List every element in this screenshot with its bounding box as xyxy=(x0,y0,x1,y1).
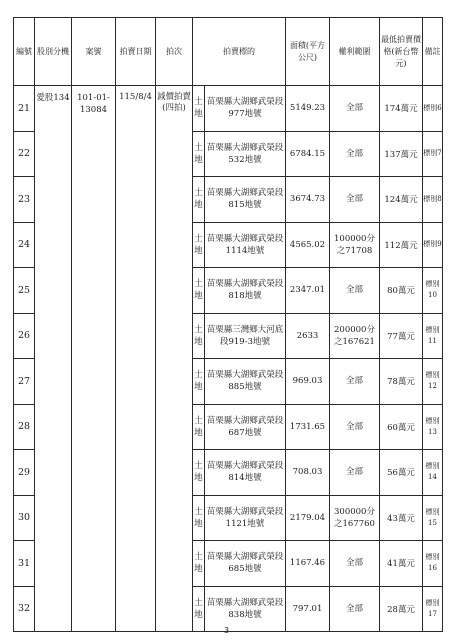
header-no: 編號 xyxy=(14,18,35,86)
row-number: 24 xyxy=(14,222,35,268)
header-object: 拍賣標的 xyxy=(193,18,286,86)
note-lot: 標別12 xyxy=(423,359,443,405)
auction-table xyxy=(13,17,443,632)
land-type-label: 土地 xyxy=(193,222,205,268)
auction-round: 減價拍賣(四拍) xyxy=(156,86,193,632)
area-value: 5149.23 xyxy=(286,86,330,132)
case-number: 101-01-13084 xyxy=(72,86,116,632)
minimum-price: 174萬元 xyxy=(380,86,423,132)
area-value: 2633 xyxy=(286,313,330,359)
note-lot: 標別9 xyxy=(423,222,443,268)
row-number: 25 xyxy=(14,268,35,314)
row-number: 21 xyxy=(14,86,35,132)
minimum-price: 43萬元 xyxy=(380,495,423,541)
header-case-no: 案號 xyxy=(72,18,116,86)
auction-object: 苗栗縣三灣鄉大河底段919-3地號 xyxy=(205,313,286,359)
land-type-label: 土地 xyxy=(193,177,205,223)
rights-scope: 全部 xyxy=(330,586,380,632)
table-row xyxy=(14,86,443,132)
rights-scope: 300000分之167760 xyxy=(330,495,380,541)
minimum-price: 137萬元 xyxy=(380,131,423,177)
rights-scope: 全部 xyxy=(330,359,380,405)
row-number: 22 xyxy=(14,131,35,177)
note-lot: 標別10 xyxy=(423,268,443,314)
minimum-price: 78萬元 xyxy=(380,359,423,405)
row-number: 27 xyxy=(14,359,35,405)
row-number: 32 xyxy=(14,586,35,632)
auction-object: 苗栗縣大湖鄉武榮段1121地號 xyxy=(205,495,286,541)
rights-scope: 全部 xyxy=(330,268,380,314)
rights-scope: 全部 xyxy=(330,86,380,132)
header-note: 備註 xyxy=(423,18,443,86)
row-number: 28 xyxy=(14,404,35,450)
header-row xyxy=(14,18,443,86)
auction-object: 苗栗縣大湖鄉武榮段685地號 xyxy=(205,541,286,587)
area-value: 6784.15 xyxy=(286,131,330,177)
note-lot: 標別16 xyxy=(423,541,443,587)
note-lot: 標別15 xyxy=(423,495,443,541)
header-area: 面積(平方公尺) xyxy=(286,18,330,86)
area-value: 2347.01 xyxy=(286,268,330,314)
area-value: 2179.04 xyxy=(286,495,330,541)
auction-object: 苗栗縣大湖鄉武榮段977地號 xyxy=(205,86,286,132)
auction-object: 苗栗縣大湖鄉武榮段687地號 xyxy=(205,404,286,450)
land-type-label: 土地 xyxy=(193,495,205,541)
minimum-price: 28萬元 xyxy=(380,586,423,632)
land-type-label: 土地 xyxy=(193,86,205,132)
land-type-label: 土地 xyxy=(193,404,205,450)
note-lot: 標別17 xyxy=(423,586,443,632)
land-type-label: 土地 xyxy=(193,268,205,314)
minimum-price: 124萬元 xyxy=(380,177,423,223)
rights-scope: 100000分之71708 xyxy=(330,222,380,268)
auction-object: 苗栗縣大湖鄉武榮段885地號 xyxy=(205,359,286,405)
land-type-label: 土地 xyxy=(193,541,205,587)
row-number: 23 xyxy=(14,177,35,223)
land-type-label: 土地 xyxy=(193,450,205,496)
page-number: 3 xyxy=(223,626,230,635)
note-lot: 標別8 xyxy=(423,177,443,223)
header-round: 拍次 xyxy=(156,18,193,86)
header-rights: 權利範圍 xyxy=(330,18,380,86)
area-value: 708.03 xyxy=(286,450,330,496)
minimum-price: 112萬元 xyxy=(380,222,423,268)
note-lot: 標別14 xyxy=(423,450,443,496)
row-number: 31 xyxy=(14,541,35,587)
area-value: 3674.73 xyxy=(286,177,330,223)
header-price: 最低拍賣價格(新台幣元) xyxy=(380,18,423,86)
row-number: 26 xyxy=(14,313,35,359)
rights-scope: 全部 xyxy=(330,404,380,450)
minimum-price: 60萬元 xyxy=(380,404,423,450)
minimum-price: 77萬元 xyxy=(380,313,423,359)
area-value: 4565.02 xyxy=(286,222,330,268)
auction-object: 苗栗縣大湖鄉武榮段1114地號 xyxy=(205,222,286,268)
note-lot: 標別13 xyxy=(423,404,443,450)
rights-scope: 200000分之167621 xyxy=(330,313,380,359)
auction-date: 115/8/4 xyxy=(116,86,156,632)
rights-scope: 全部 xyxy=(330,177,380,223)
auction-object: 苗栗縣大湖鄉武榮段838地號 xyxy=(205,586,286,632)
auction-object: 苗栗縣大湖鄉武榮段814地號 xyxy=(205,450,286,496)
table-body xyxy=(14,86,443,632)
division-extension: 愛股134 xyxy=(35,86,72,632)
minimum-price: 41萬元 xyxy=(380,541,423,587)
area-value: 1731.65 xyxy=(286,404,330,450)
row-number: 30 xyxy=(14,495,35,541)
auction-object: 苗栗縣大湖鄉武榮段815地號 xyxy=(205,177,286,223)
rights-scope: 全部 xyxy=(330,131,380,177)
area-value: 797.01 xyxy=(286,586,330,632)
note-lot: 標別11 xyxy=(423,313,443,359)
area-value: 969.03 xyxy=(286,359,330,405)
rights-scope: 全部 xyxy=(330,541,380,587)
minimum-price: 56萬元 xyxy=(380,450,423,496)
area-value: 1167.46 xyxy=(286,541,330,587)
auction-object: 苗栗縣大湖鄉武榮段532地號 xyxy=(205,131,286,177)
header-category: 股別分機 xyxy=(35,18,72,86)
minimum-price: 80萬元 xyxy=(380,268,423,314)
header-date: 拍賣日期 xyxy=(116,18,156,86)
rights-scope: 全部 xyxy=(330,450,380,496)
land-type-label: 土地 xyxy=(193,359,205,405)
auction-object: 苗栗縣大湖鄉武榮段818地號 xyxy=(205,268,286,314)
land-type-label: 土地 xyxy=(193,586,205,632)
row-number: 29 xyxy=(14,450,35,496)
note-lot: 標別7 xyxy=(423,131,443,177)
land-type-label: 土地 xyxy=(193,131,205,177)
land-type-label: 土地 xyxy=(193,313,205,359)
note-lot: 標別6 xyxy=(423,86,443,132)
auction-table-page xyxy=(13,17,442,627)
